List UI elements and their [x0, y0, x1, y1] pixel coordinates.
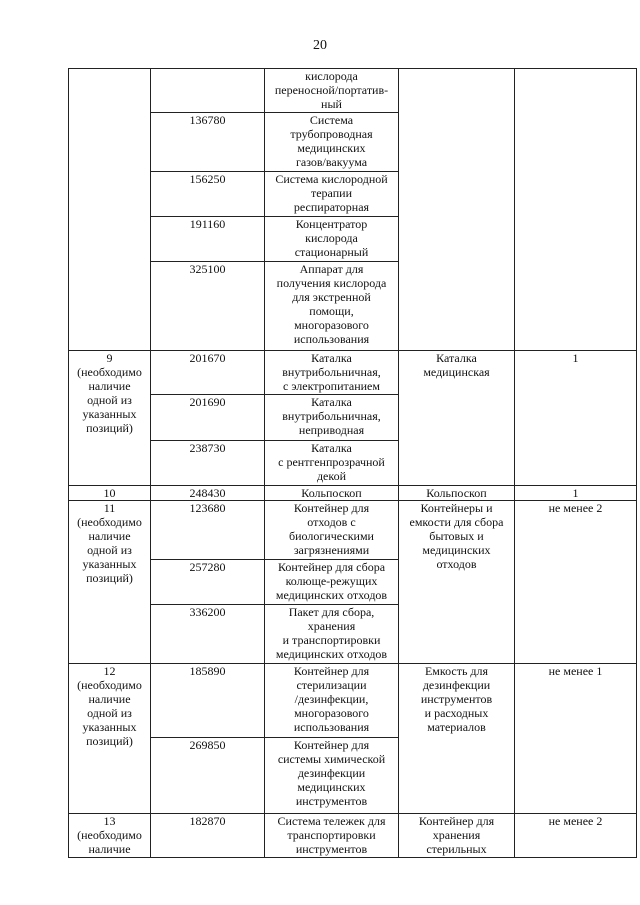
name-cell: Контейнер для сбора колюще-режущих медицинских отходов [265, 560, 399, 605]
equipment-cell: Кольпоскоп [399, 486, 515, 501]
code-cell: 325100 [151, 262, 265, 351]
code-cell: 238730 [151, 441, 265, 486]
name-cell: Каталка с рентгенпрозрачной декой [265, 441, 399, 486]
code-cell: 191160 [151, 217, 265, 262]
code-cell: 269850 [151, 738, 265, 814]
number-cell: 12 (необходимо наличие одной из указанных позиций) [69, 664, 151, 814]
code-cell: 136780 [151, 113, 265, 172]
name-cell: Система кислородной терапии респираторная [265, 172, 399, 217]
equipment-cell: Контейнер для хранения стерильных [399, 814, 515, 858]
equipment-cell: Емкость для дезинфекции инструментов и расходных материалов [399, 664, 515, 814]
code-cell: 257280 [151, 560, 265, 605]
name-cell: Пакет для сбора, хранения и транспортировки медицинских отходов [265, 605, 399, 664]
name-cell: Контейнер для стерилизации /дезинфекции, многоразового использования [265, 664, 399, 738]
code-cell: 201670 [151, 351, 265, 395]
code-cell: 336200 [151, 605, 265, 664]
number-cell: 9 (необходимо наличие одной из указанных позиций) [69, 351, 151, 486]
number-cell: 10 [69, 486, 151, 501]
code-cell: 123680 [151, 501, 265, 560]
table-row [69, 486, 637, 501]
quantity-cell [515, 69, 637, 351]
quantity-cell: 1 [515, 486, 637, 501]
name-cell: Контейнер для отходов с биологическими загрязнениями [265, 501, 399, 560]
equipment-table [68, 68, 637, 858]
code-cell: 156250 [151, 172, 265, 217]
name-cell: Аппарат для получения кислорода для экстренной помощи, многоразового использования [265, 262, 399, 351]
name-cell: Система трубопроводная медицинских газов/вакуума [265, 113, 399, 172]
equipment-cell: Каталка медицинская [399, 351, 515, 486]
table-row [69, 501, 637, 560]
number-cell: 11 (необходимо наличие одной из указанных позиций) [69, 501, 151, 664]
code-cell [151, 69, 265, 113]
code-cell: 182870 [151, 814, 265, 858]
name-cell: кислорода переносной/портатив- ный [265, 69, 399, 113]
table-row [69, 814, 637, 858]
code-cell: 185890 [151, 664, 265, 738]
number-cell: 13 (необходимо наличие [69, 814, 151, 858]
quantity-cell: 1 [515, 351, 637, 486]
quantity-cell: не менее 2 [515, 814, 637, 858]
equipment-cell: Контейнеры и емкости для сбора бытовых и медицинских отходов [399, 501, 515, 664]
name-cell: Система тележек для транспортировки инструментов [265, 814, 399, 858]
table-row [69, 664, 637, 738]
table-row [69, 351, 637, 395]
code-cell: 201690 [151, 395, 265, 441]
name-cell: Каталка внутрибольничная, с электропитанием [265, 351, 399, 395]
name-cell: Концентратор кислорода стационарный [265, 217, 399, 262]
equipment-cell [399, 69, 515, 351]
quantity-cell: не менее 2 [515, 501, 637, 664]
name-cell: Контейнер для системы химической дезинфекции медицинских инструментов [265, 738, 399, 814]
name-cell: Кольпоскоп [265, 486, 399, 501]
name-cell: Каталка внутрибольничная, неприводная [265, 395, 399, 441]
page-number: 20 [313, 38, 327, 53]
code-cell: 248430 [151, 486, 265, 501]
number-cell [69, 69, 151, 351]
table-row [69, 69, 637, 113]
quantity-cell: не менее 1 [515, 664, 637, 814]
